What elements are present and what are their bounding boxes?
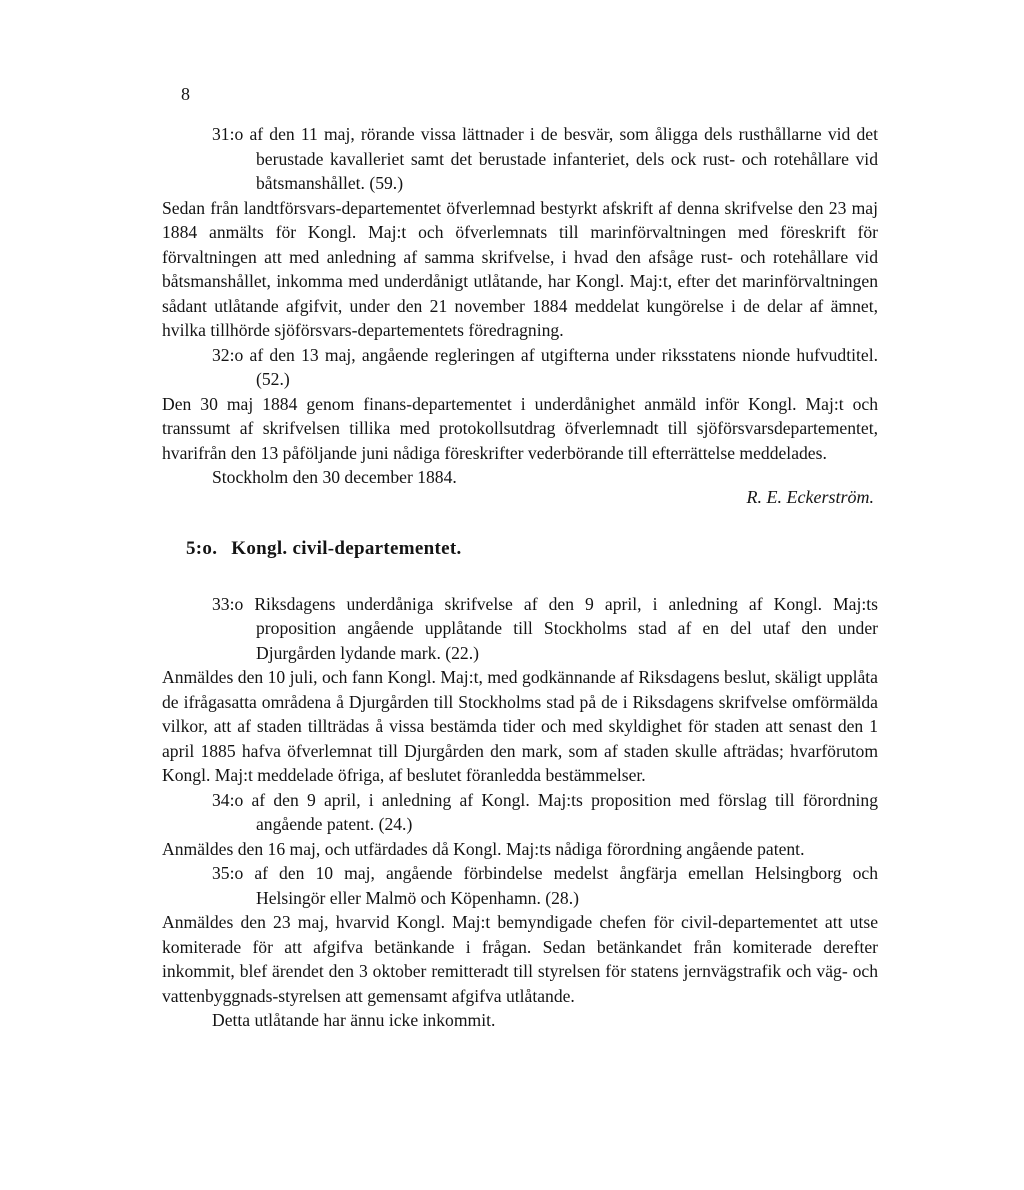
page-number: 8 [181,84,190,104]
item-33: 33:o Riksdagens underdåniga skrifvelse af den 9 april, i anledning af Kongl. Maj:ts proposition angående upplåtande till Stockholms stad af en del utaf den under Djurgården lydande mark. (22.) [212,593,878,663]
paragraph-35: Anmäldes den 23 maj, hvarvid Kongl. Maj:t bemyndigade chefen för civil-departementet att utse komiterade för att afgifva betänkande i frågan. Sedan betänkandet från komiterade derefter inkommit, blef ärendet den 3 oktober remitteradt till styrelsen för statens jernvägstrafik och väg- och vattenbyggnads-styrelsen att gemensamt afgifva utlåtande. [162,912,878,1006]
paragraph-32: Den 30 maj 1884 genom finans-departementet i underdånighet anmäld inför Kongl. Maj:t och transsumt af skrifvelsen tillika med protokollsutdrag öfverlemnadt till sjöförsvarsdepartementet, hvarifrån den 13 påföljande juni nådiga föreskrifter vederbörande till efterrättelse meddelades. [162,393,878,463]
item-32: 32:o af den 13 maj, angående regleringen af utgifterna under riksstatens nionde hufvudtitel. (52.) [212,344,878,389]
item-35: 35:o af den 10 maj, angående förbindelse medelst ångfärja emellan Helsingborg och Helsingör eller Malmö och Köpenhamn. (28.) [212,863,878,908]
signature: R. E. Eckerström. [746,487,874,507]
document-body [162,122,878,1033]
paragraph-33: Anmäldes den 10 juli, och fann Kongl. Maj:t, med godkännande af Riksdagens beslut, skäligt upplåta de ifrågasatta områdena å Djurgården till Stockholms stad på de i Riksdagens skrifvelse omförmälda vilkor, att af staden tillträdas å vissa bestämda tider och med skyldighet för staden att senast den 1 april 1885 hafva öfverlemnat till Djurgården den mark, som af staden skulle afträdas; hvarförutom Kongl. Maj:t meddelade öfriga, af beslutet föranledda bestämmelser. [162,667,878,785]
paragraph-35b: Detta utlåtande har ännu icke inkommit. [212,1010,496,1030]
place-date: Stockholm den 30 december 1884. [212,467,457,487]
section-heading [162,537,878,562]
paragraph-34: Anmäldes den 16 maj, och utfärdades då Kongl. Maj:ts nådiga förordning angående patent. [162,838,805,859]
paragraph-31: Sedan från landtförsvars-departementet öfverlemnad bestyrkt afskrift af denna skrifvelse den 23 maj 1884 anmälts för Kongl. Maj:t och öfverlemnats till marinförvaltningen med föreskrift för förvaltningen att med anledning af samma skrifvelse, i hvad den afsåge rust- och rotehållare vid båtsmanshållet, inkomma med underdånigt utlåtande, har Kongl. Maj:t, efter det marinförvaltningen sådant utlåtande afgifvit, under den 21 november 1884 meddelat kungörelse i de delar af ämnet, hvilka tillhörde sjöförsvars-departementets föredragning. [162,197,878,340]
section-number: 5:o. [186,538,218,559]
item-34: 34:o af den 9 april, i anledning af Kongl. Maj:ts proposition med förslag till förordning angående patent. (24.) [212,789,878,834]
closing-block [162,465,878,523]
section-title: Kongl. civil-departementet. [231,538,462,559]
item-31: 31:o af den 11 maj, rörande vissa lättnader i de besvär, som åligga dels rusthållarne vid det berustade kavalleriet samt det berustade infanteriet, dels ock rust- och rotehållare vid båtsmanshållet. (59.) [212,124,878,193]
